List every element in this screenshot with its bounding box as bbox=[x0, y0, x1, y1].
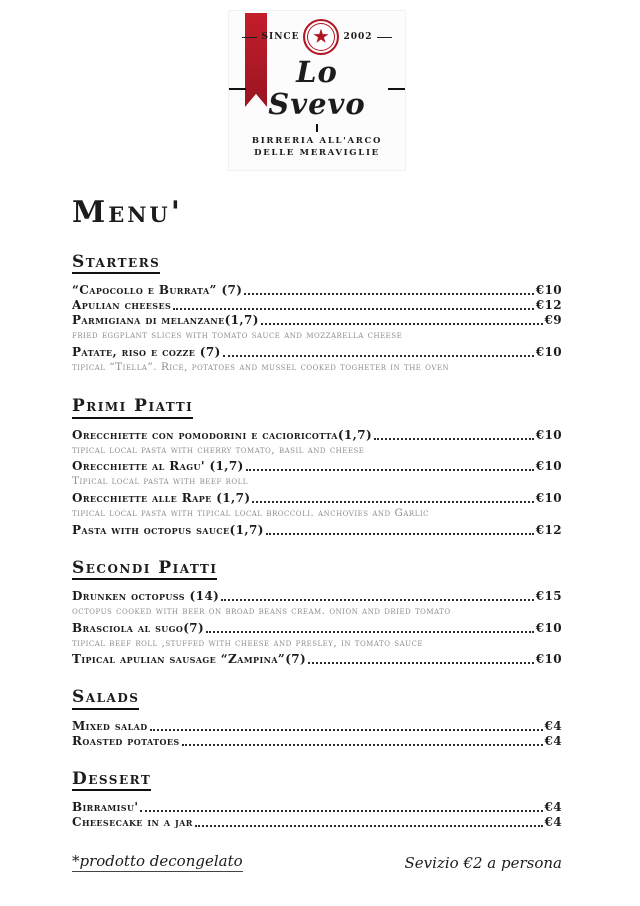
item-price: €9 bbox=[544, 312, 562, 327]
dotted-leader bbox=[374, 438, 534, 440]
item-name: Drunken octopuss (14) bbox=[72, 588, 220, 603]
brand-name: Lo Svevo bbox=[268, 55, 366, 121]
dotted-leader bbox=[140, 810, 542, 812]
dotted-leader bbox=[182, 744, 543, 746]
rule-line bbox=[388, 88, 405, 90]
section-secondi-piatti bbox=[72, 558, 562, 668]
menu-item-row bbox=[72, 652, 562, 667]
menu-item-row bbox=[72, 734, 562, 749]
since-label: SINCE bbox=[261, 32, 300, 42]
footer bbox=[72, 852, 562, 872]
rule-line bbox=[242, 37, 257, 38]
rule-line bbox=[229, 88, 246, 90]
item-name: Roasted potatoes bbox=[72, 733, 180, 748]
menu-item-row bbox=[72, 719, 562, 734]
section-heading: Dessert bbox=[72, 769, 151, 791]
brand-name-row bbox=[229, 57, 405, 121]
item-price: €4 bbox=[544, 800, 562, 814]
dotted-leader bbox=[195, 825, 543, 827]
item-name: Mixed salad bbox=[72, 718, 148, 733]
footer-note-right: Sevizio €2 a persona bbox=[404, 854, 562, 872]
item-description: octopus cooked with beer on broad beans cream. onion and dried tomato bbox=[72, 604, 451, 617]
star-icon: ★ bbox=[313, 26, 330, 47]
item-price: €4 bbox=[544, 733, 562, 748]
item-description: tipical beef roll ,stuffed with cheese and presley, in tomato sauce bbox=[72, 636, 423, 649]
menu-item-row bbox=[72, 815, 562, 830]
item-name: Pasta with octopus sauce(1,7) bbox=[72, 522, 264, 537]
item-price: €10 bbox=[535, 652, 562, 667]
dotted-leader bbox=[246, 469, 534, 471]
dotted-leader bbox=[308, 662, 534, 664]
item-name: “Capocollo e Burrata” (7) bbox=[72, 282, 243, 297]
dotted-leader bbox=[221, 599, 534, 601]
dotted-leader bbox=[173, 308, 534, 310]
section-primi-piatti bbox=[72, 396, 562, 537]
section-starters bbox=[72, 252, 562, 377]
item-description: tipical local pasta with tipical local broccoli. anchovies and Garlic bbox=[72, 506, 429, 519]
item-price: €10 bbox=[535, 620, 562, 635]
brand-subtitle-line2: DELLE MERAVIGLIE bbox=[254, 147, 380, 158]
item-description: Tipical local pasta with beef roll bbox=[72, 475, 248, 488]
item-price: €10 bbox=[535, 490, 562, 505]
menu-item-row bbox=[72, 298, 562, 313]
section-heading: Primi Piatti bbox=[72, 396, 193, 418]
year-label: 2002 bbox=[343, 32, 373, 42]
item-name: Orecchiette con pomodorini e cacioricotta(1,7) bbox=[72, 427, 373, 442]
item-name: Parmigiana di melanzane(1,7) bbox=[72, 312, 259, 327]
section-dessert bbox=[72, 769, 562, 830]
item-price: €4 bbox=[544, 815, 562, 829]
item-name: Cheesecake in a jar bbox=[72, 815, 193, 829]
logo bbox=[228, 10, 406, 171]
dotted-leader bbox=[266, 533, 534, 535]
section-heading: Salads bbox=[72, 687, 139, 709]
dotted-leader bbox=[244, 293, 533, 295]
item-price: €12 bbox=[535, 297, 562, 312]
divider-tick bbox=[316, 124, 318, 132]
item-name: Patate, riso e cozze (7) bbox=[72, 344, 221, 359]
menu-item-row bbox=[72, 428, 562, 443]
dotted-leader bbox=[252, 501, 533, 503]
menu-item-row bbox=[72, 283, 562, 298]
footer-note-left: *prodotto decongelato bbox=[72, 852, 243, 870]
item-name: Brasciola al sugo(7) bbox=[72, 620, 205, 635]
item-price: €12 bbox=[535, 522, 562, 537]
item-price: €4 bbox=[544, 718, 562, 733]
section-heading: Starters bbox=[72, 252, 160, 274]
item-name: Tipical apulian sausage “Zampina”(7) bbox=[72, 652, 307, 667]
item-name: Apulian cheeses bbox=[72, 297, 172, 312]
rule-line bbox=[377, 37, 392, 38]
brand-subtitle-line1: BIRRERIA ALL'ARCO bbox=[251, 135, 383, 146]
item-name: Birramisu' bbox=[72, 800, 139, 814]
item-description: tipical “Tiella”. Rice, potatoes and mussel cooked togheter in the oven bbox=[72, 360, 450, 373]
dotted-leader bbox=[150, 729, 543, 731]
item-name: Orecchiette al Ragu' (1,7) bbox=[72, 459, 244, 474]
menu-item-row bbox=[72, 589, 562, 604]
seal-row bbox=[229, 19, 405, 55]
item-description: tipical local pasta with cherry tomato, basil and cheese bbox=[72, 443, 365, 456]
item-description: fried eggplant slices with tomato sauce and mozzarella cheese bbox=[72, 328, 403, 341]
dotted-leader bbox=[261, 323, 543, 325]
menu-item-row bbox=[72, 459, 562, 474]
menu-item-row bbox=[72, 345, 562, 360]
dotted-leader bbox=[223, 355, 534, 357]
item-price: €10 bbox=[535, 282, 562, 297]
section-salads bbox=[72, 687, 562, 748]
page-title: Menu' bbox=[72, 194, 183, 230]
dotted-leader bbox=[206, 631, 534, 633]
item-name: Orecchiette alle Rape (1,7) bbox=[72, 490, 251, 505]
item-price: €10 bbox=[535, 344, 562, 359]
menu-item-row bbox=[72, 313, 562, 328]
section-heading: Secondi Piatti bbox=[72, 558, 217, 580]
seal-badge bbox=[303, 19, 339, 55]
menu-item-row bbox=[72, 491, 562, 506]
item-price: €15 bbox=[535, 588, 562, 603]
menu-item-row bbox=[72, 800, 562, 815]
item-price: €10 bbox=[535, 427, 562, 442]
item-price: €10 bbox=[535, 459, 562, 474]
menu-item-row bbox=[72, 621, 562, 636]
menu-item-row bbox=[72, 523, 562, 538]
